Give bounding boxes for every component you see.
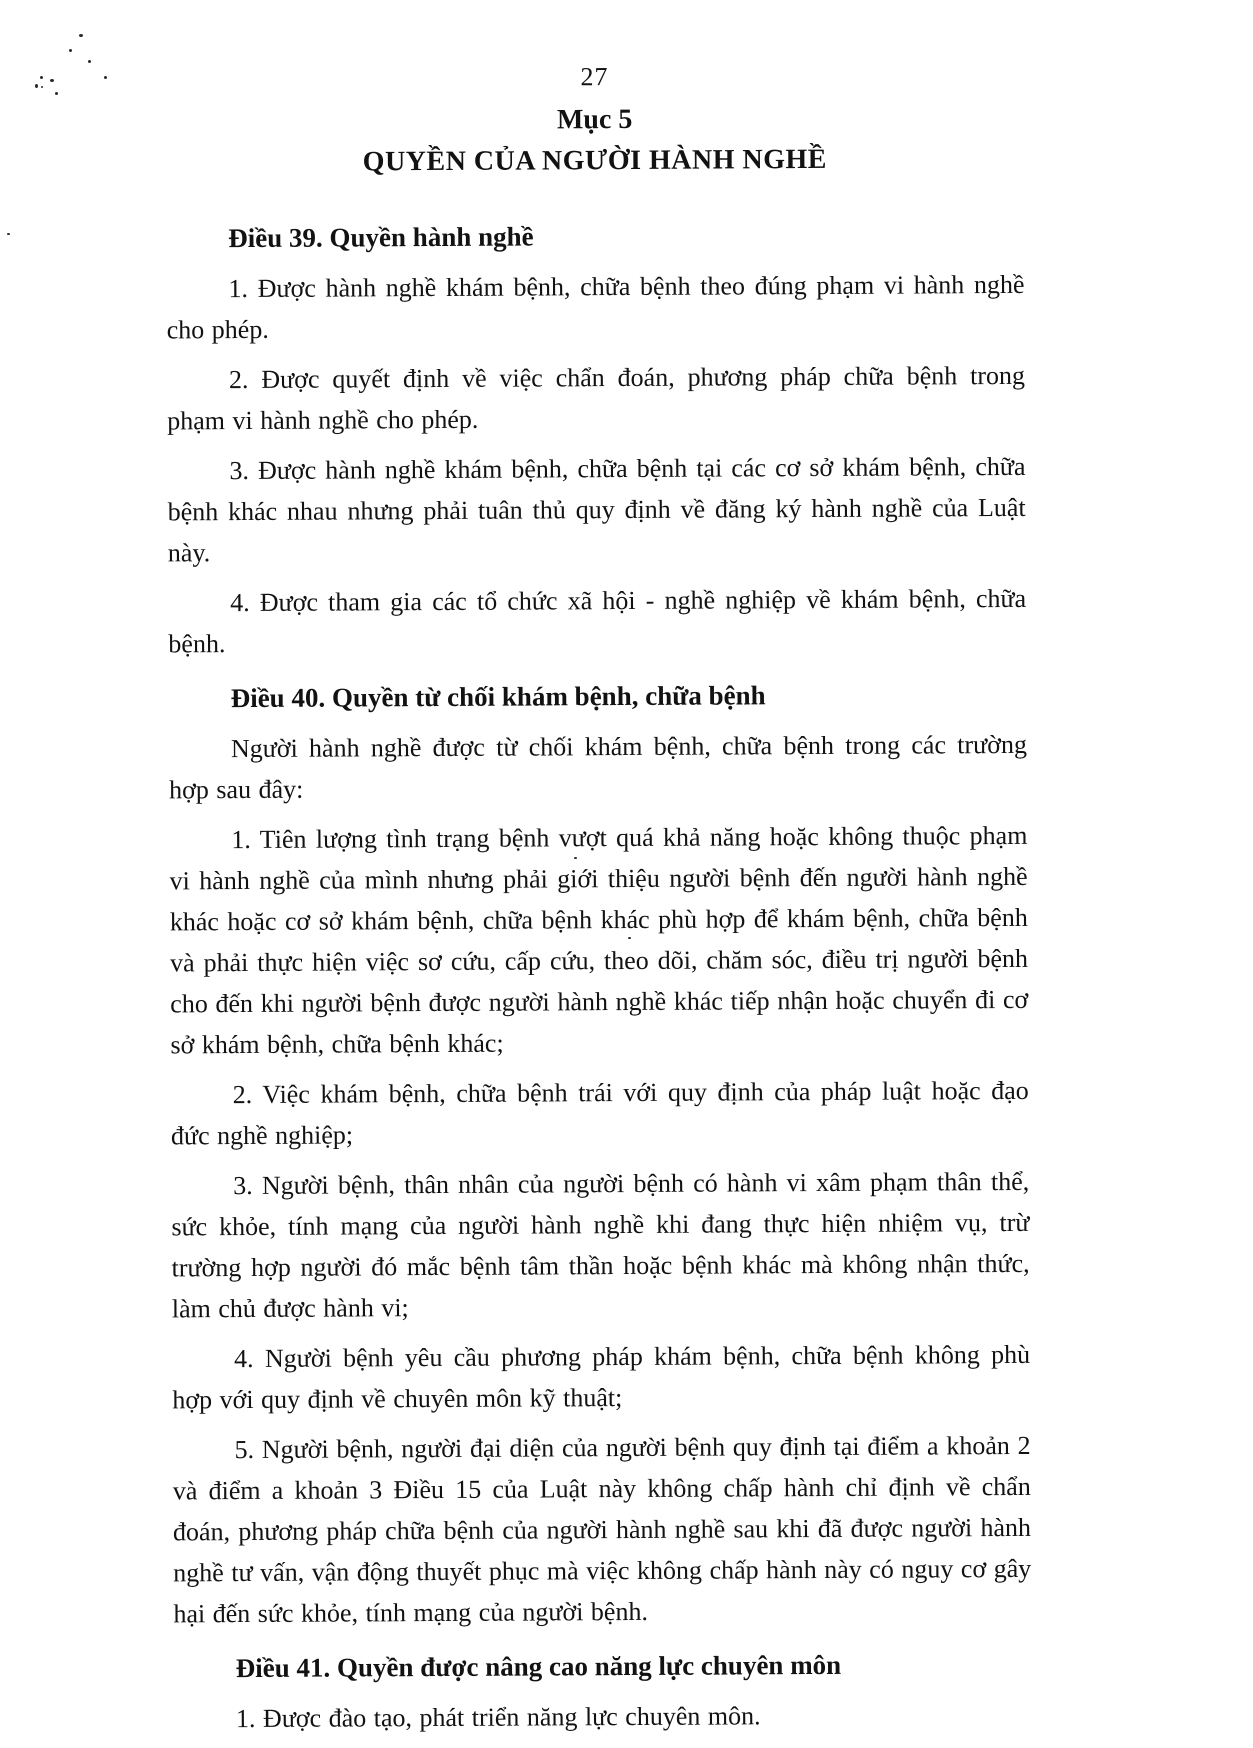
article-40-heading: Điều 40. Quyền từ chối khám bệnh, chữa bệnh [230, 680, 766, 714]
article-40-paragraph-2: 2. Việc khám bệnh, chữa bệnh trái với quy định của pháp luật hoặc đạo đức nghề nghiệp; [170, 1075, 1029, 1151]
section-label: Mục 5 [556, 103, 633, 136]
page-number: 27 [580, 62, 609, 92]
article-39-paragraph-3: 3. Được hành nghề khám bệnh, chữa bệnh tại các cơ sở khám bệnh, chữa bệnh khác nhau nhưng phải tuân thủ quy định về đăng ký hành nghề của Luật này. [167, 451, 1026, 568]
article-40-paragraph-1: 1. Tiên lượng tình trạng bệnh vượt quá khả năng hoặc không thuộc phạm vi hành nghề của mình nhưng phải giới thiệu người bệnh đến người hành nghề khác hoặc cơ sở khám bệnh, chữa bệnh khác phù hợp để khám bệnh, chữa bệnh và phải thực hiện việc sơ cứu, cấp cứu, theo dõi, chăm sóc, điều trị người bệnh cho đến khi người bệnh được người hành nghề khác tiếp nhận hoặc chuyển đi cơ sở khám bệnh, chữa bệnh khác; [169, 820, 1029, 1060]
section-title: QUYỀN CỦA NGƯỜI HÀNH NGHỀ [362, 143, 827, 178]
article-41-paragraph-1: 1. Được đào tạo, phát triển năng lực chuyên môn. [235, 1701, 761, 1734]
article-39-paragraph-1: 1. Được hành nghề khám bệnh, chữa bệnh theo đúng phạm vi hành nghề cho phép. [166, 269, 1025, 345]
article-41-heading: Điều 41. Quyền được nâng cao năng lực chuyên môn [235, 1649, 842, 1684]
article-40-paragraph-3: 3. Người bệnh, thân nhân của người bệnh có hành vi xâm phạm thân thể, sức khỏe, tính mạng của người hành nghề khi đang thực hiện nhiệm vụ, trừ trường hợp người đó mắc bệnh tâm thần hoặc bệnh khác mà không nhận thức, làm chủ được hành vi; [171, 1166, 1030, 1324]
article-40-intro: Người hành nghề được từ chối khám bệnh, chữa bệnh trong các trường hợp sau đây: [169, 729, 1027, 805]
article-39-heading: Điều 39. Quyền hành nghề [228, 221, 534, 254]
article-39-paragraph-4: 4. Được tham gia các tổ chức xã hội - nghề nghiệp về khám bệnh, chữa bệnh. [168, 583, 1027, 659]
article-40-paragraph-4: 4. Người bệnh yêu cầu phương pháp khám bệnh, chữa bệnh không phù hợp với quy định về chuyên môn kỹ thuật; [172, 1339, 1031, 1415]
article-40-paragraph-5: 5. Người bệnh, người đại diện của người bệnh quy định tại điểm a khoản 2 và điểm a khoản 3 Điều 15 của Luật này không chấp hành chỉ định về chẩn đoán, phương pháp chữa bệnh của người hành nghề sau khi đã được người hành nghề tư vấn, vận động thuyết phục mà việc không chấp hành này có nguy cơ gây hại đến sức khỏe, tính mạng của người bệnh. [172, 1430, 1032, 1629]
article-39-paragraph-2: 2. Được quyết định về việc chẩn đoán, phương pháp chữa bệnh trong phạm vi hành nghề cho phép. [167, 360, 1026, 436]
